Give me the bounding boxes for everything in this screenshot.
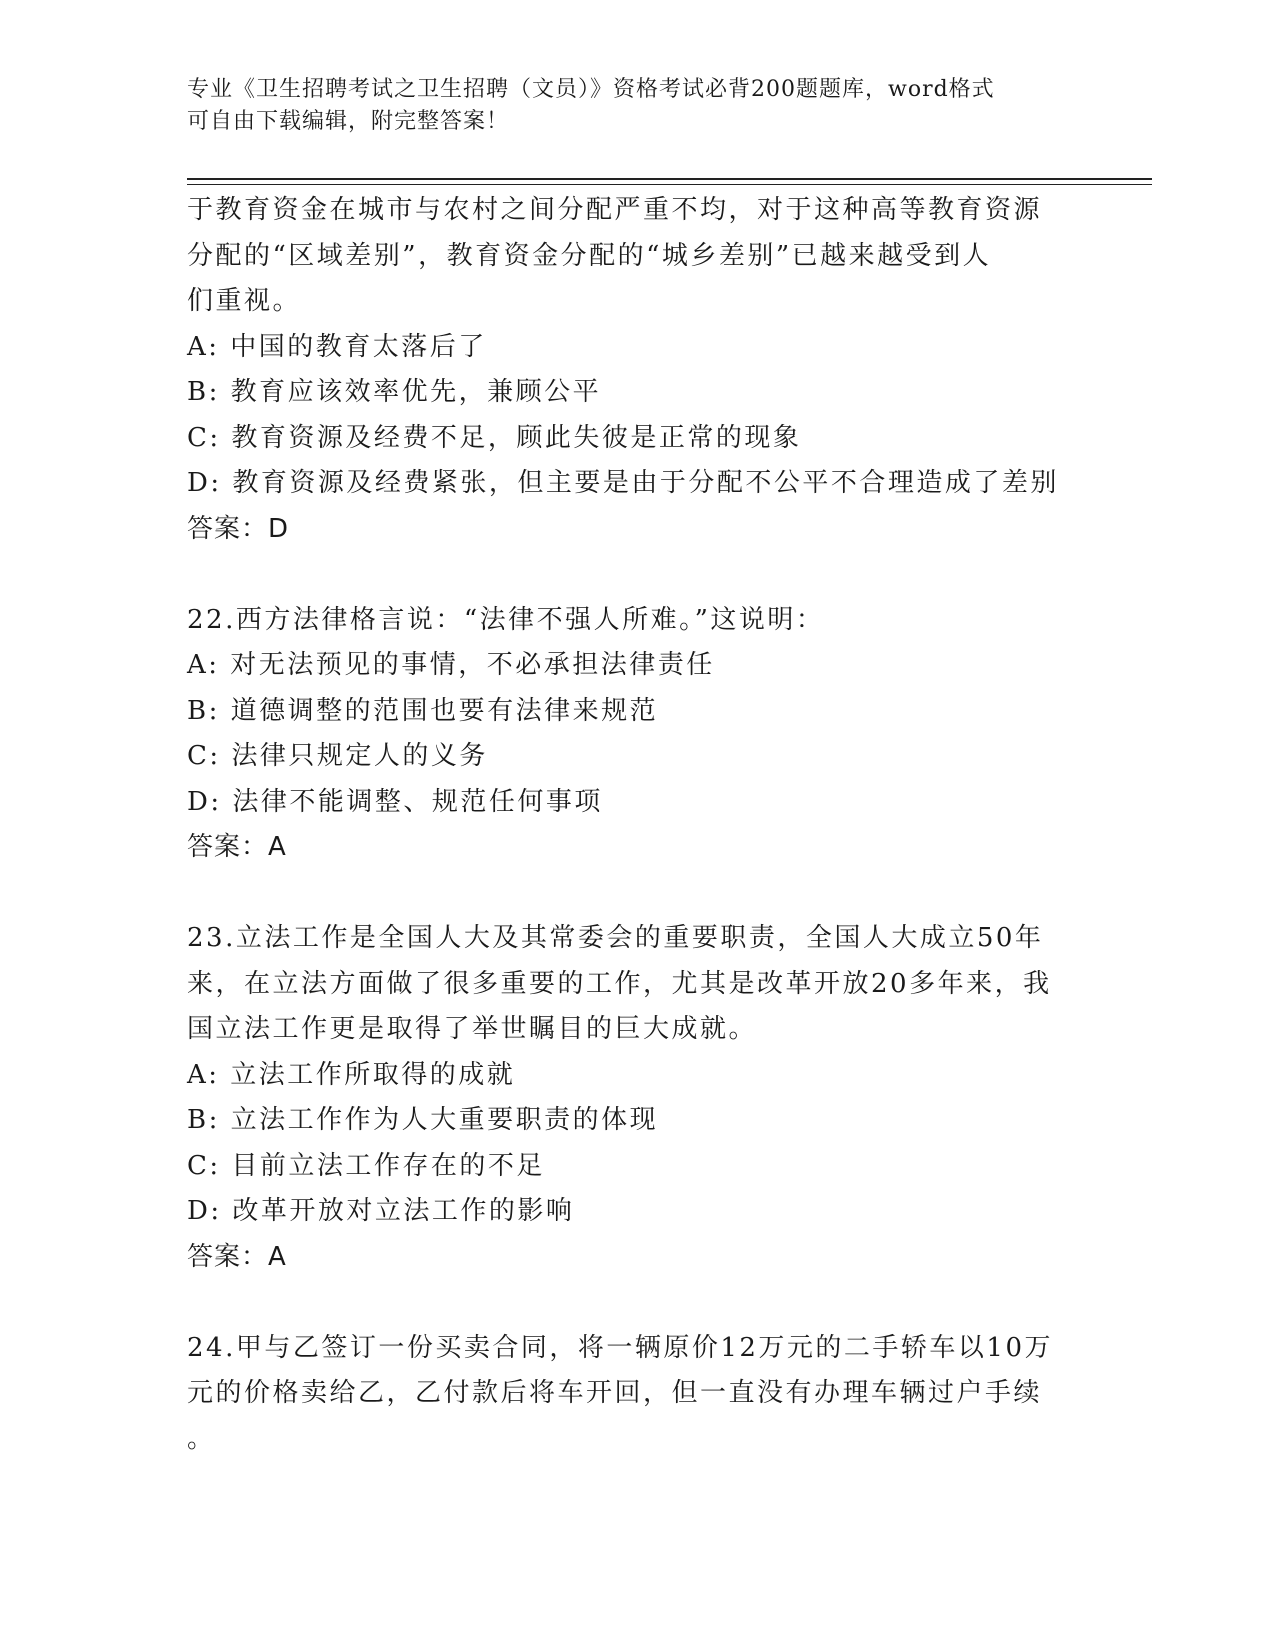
answer-line: 答案：D <box>187 513 290 544</box>
option-c: C: 法律只规定人的义务 <box>187 741 488 771</box>
question-stem-line: 分配的“区域差别”，教育资金分配的“城乡差别”已越来越受到人 <box>187 240 992 271</box>
question-stem-line: 于教育资金在城市与农村之间分配严重不均，对于这种高等教育资源 <box>187 195 1043 225</box>
option-d: D: 法律不能调整、规范任何事项 <box>187 786 603 817</box>
question-23 <box>187 916 1087 1280</box>
question-21 <box>187 188 1087 552</box>
option-d: D: 教育资源及经费紧张，但主要是由于分配不公平不合理造成了差别 <box>187 468 1059 498</box>
option-b: B: 立法工作作为人大重要职责的体现 <box>187 1105 659 1135</box>
spacer <box>187 1280 1087 1326</box>
header-divider-thick <box>187 178 1152 180</box>
header-line-2: 可自由下载编辑，附完整答案！ <box>187 109 510 134</box>
document-header <box>187 74 1087 138</box>
question-stem-line: 元的价格卖给乙，乙付款后将车开回，但一直没有办理车辆过户手续 <box>187 1378 1043 1408</box>
option-a: A: 立法工作所取得的成就 <box>187 1059 516 1090</box>
answer-line: 答案：A <box>187 832 287 862</box>
question-24 <box>187 1326 1087 1463</box>
option-b: B: 道德调整的范围也要有法律来规范 <box>187 695 659 726</box>
header-line-1: 专业《卫生招聘考试之卫生招聘（文员）》资格考试必背200题题库，word格式 <box>187 77 995 102</box>
question-stem-line: 国立法工作更是取得了举世瞩目的巨大成就。 <box>187 1014 758 1044</box>
spacer <box>187 871 1087 917</box>
question-22 <box>187 598 1087 871</box>
answer-line: 答案：A <box>187 1241 287 1272</box>
question-stem-line: 22.西方法律格言说：“法律不强人所难。”这说明： <box>187 604 825 635</box>
option-c: C: 教育资源及经费不足，顾此失彼是正常的现象 <box>187 422 802 453</box>
option-b: B: 教育应该效率优先，兼顾公平 <box>187 377 602 407</box>
option-d: D: 改革开放对立法工作的影响 <box>187 1196 575 1226</box>
option-c: C: 目前立法工作存在的不足 <box>187 1150 545 1181</box>
question-stem-line: 。 <box>187 1423 216 1454</box>
question-stem-line: 来，在立法方面做了很多重要的工作，尤其是改革开放20多年来，我 <box>187 968 1052 999</box>
question-stem-line: 们重视。 <box>187 286 302 316</box>
option-a: A: 对无法预见的事情，不必承担法律责任 <box>187 650 715 680</box>
document-body <box>187 188 1087 1462</box>
question-stem-line: 23.立法工作是全国人大及其常委会的重要职责，全国人大成立50年 <box>187 923 1044 953</box>
question-stem-line: 24.甲与乙签订一份买卖合同，将一辆原价12万元的二手轿车以10万 <box>187 1332 1054 1363</box>
header-divider-thin <box>187 184 1152 185</box>
option-a: A: 中国的教育太落后了 <box>187 331 487 362</box>
spacer <box>187 552 1087 598</box>
